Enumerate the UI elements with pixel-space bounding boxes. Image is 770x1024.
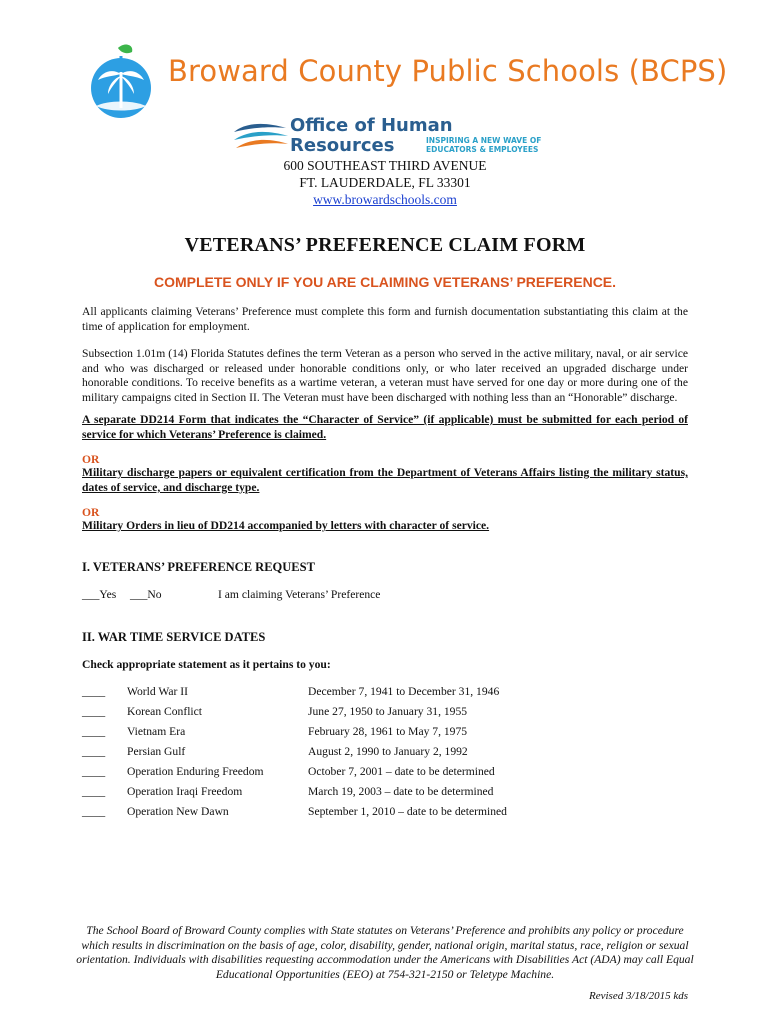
intro-paragraph: All applicants claiming Veterans’ Preference must complete this form and furnish documentation substantiating this claim at the time of application for employment. <box>82 305 688 333</box>
wave-swoosh-icon <box>232 120 290 156</box>
hr-tagline-line2: EDUCATORS & EMPLOYEES <box>426 145 539 154</box>
definition-paragraph: Subsection 1.01m (14) Florida Statutes defines the term Veteran as a person who served in the active military, naval, or air service and who was discharged or released under honorable conditions only, or who later received an upgraded discharge under honorable conditions. To receive benefits as a wartime veteran, a veteran must have served for one day or more during one of the military campaigns cited in Section II. The Veteran must have been discharged with nothing less than an “Honorable” discharge. <box>82 347 688 404</box>
war-name: Operation New Dawn <box>127 805 229 818</box>
hr-tagline-line1: INSPIRING A NEW WAVE OF <box>426 136 542 145</box>
address-line1: 600 SOUTHEAST THIRD AVENUE <box>283 158 487 173</box>
nondiscrimination-notice: The School Board of Broward County complies with State statutes on Veterans’ Preference and prohibits any policy or procedure which results in discrimination on the basis of age, color, disability, gender, national origin, marital status, race, religion or sexual orientation. Individuals with disabilities requesting accommodation under the Americans with Disabilities Act (ADA) may call Equal Educational Opportunities (EEO) at 754-321-2150 or Teletype Machine. <box>76 924 694 981</box>
war-row <box>82 725 682 741</box>
hr-title-line1: Office of Human <box>290 115 453 136</box>
hr-title-line2: Resources <box>290 135 395 156</box>
revision-stamp: Revised 3/18/2015 kds <box>589 990 688 1002</box>
war-row <box>82 745 682 761</box>
war-row <box>82 705 682 721</box>
org-name: Broward County Public Schools (BCPS) <box>168 54 728 88</box>
bcps-logo <box>88 42 728 122</box>
requirement-discharge-papers: Military discharge papers or equivalent certification from the Department of Veterans Affairs listing the military status, dates of service, and discharge type. <box>82 466 688 494</box>
no-blank[interactable]: ___No <box>130 588 162 601</box>
war-name: Korean Conflict <box>127 705 203 718</box>
war-name: World War II <box>127 685 189 698</box>
section2-heading: II. WAR TIME SERVICE DATES <box>82 630 266 644</box>
requirement-dd214: A separate DD214 Form that indicates the “Character of Service” (if applicable) must be submitted for each period of service for which Veterans’ Preference is claimed. <box>82 413 688 441</box>
war-row <box>82 765 682 781</box>
war-dates: October 7, 2001 – date to be determined <box>308 765 495 778</box>
section2-instruction: Check appropriate statement as it pertains to you: <box>82 658 331 671</box>
war-name: Operation Iraqi Freedom <box>127 785 243 798</box>
war-checkbox-blank[interactable]: ____ <box>82 705 106 718</box>
hr-tagline <box>426 136 541 154</box>
hr-logo <box>232 116 552 160</box>
war-checkbox-blank[interactable]: ____ <box>82 685 106 698</box>
palm-tree-apple-icon <box>88 42 158 120</box>
yes-blank[interactable]: ___Yes <box>82 588 117 601</box>
war-dates: February 28, 1961 to May 7, 1975 <box>308 725 468 738</box>
war-checkbox-blank[interactable]: ____ <box>82 765 106 778</box>
requirement-military-orders: Military Orders in lieu of DD214 accompanied by letters with character of service. <box>82 519 490 532</box>
war-checkbox-blank[interactable]: ____ <box>82 725 106 738</box>
war-row <box>82 785 682 801</box>
war-dates: June 27, 1950 to January 31, 1955 <box>308 705 468 718</box>
war-dates: March 19, 2003 – date to be determined <box>308 785 494 798</box>
or-separator-2: OR <box>82 506 100 519</box>
war-dates: December 7, 1941 to December 31, 1946 <box>308 685 500 698</box>
war-row <box>82 685 682 701</box>
war-dates: August 2, 1990 to January 2, 1992 <box>308 745 468 758</box>
war-checkbox-blank[interactable]: ____ <box>82 785 106 798</box>
website-row <box>0 192 770 208</box>
website-link[interactable]: www.browardschools.com <box>313 192 457 207</box>
form-title: VETERANS’ PREFERENCE CLAIM FORM <box>184 234 586 256</box>
section1-statement: I am claiming Veterans’ Preference <box>218 588 381 601</box>
or-separator-1: OR <box>82 453 100 466</box>
war-checkbox-blank[interactable]: ____ <box>82 745 106 758</box>
war-checkbox-blank[interactable]: ____ <box>82 805 106 818</box>
war-dates: September 1, 2010 – date to be determined <box>308 805 507 818</box>
section1-heading: I. VETERANS’ PREFERENCE REQUEST <box>82 560 315 574</box>
war-name: Vietnam Era <box>127 725 186 738</box>
war-name: Persian Gulf <box>127 745 186 758</box>
war-name: Operation Enduring Freedom <box>127 765 264 778</box>
form-subtitle: COMPLETE ONLY IF YOU ARE CLAIMING VETERANS’ PREFERENCE. <box>153 274 617 290</box>
war-row <box>82 805 682 821</box>
address-line2: FT. LAUDERDALE, FL 33301 <box>299 175 471 190</box>
